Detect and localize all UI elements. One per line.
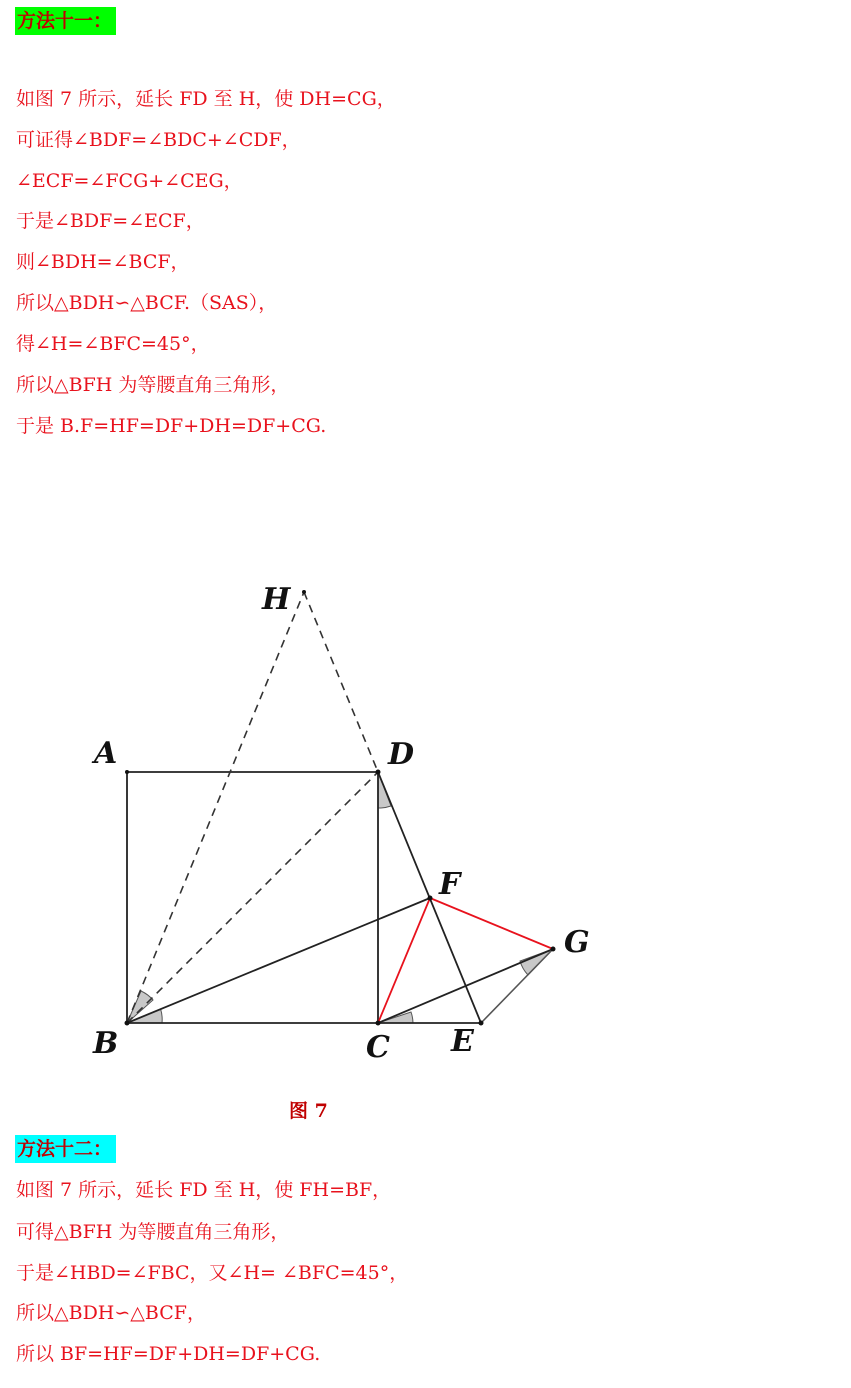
point-e [479,1021,484,1026]
method-11-line-7: 得∠H=∠BFC=45°， [16,333,210,355]
point-b [125,1021,130,1026]
segment-eg [481,949,553,1023]
method-12-line-3: 于是∠HBD=∠FBC，又∠H= ∠BFC=45°， [16,1262,409,1284]
segment-hd-dashed [304,592,378,772]
label-h: H [262,582,291,617]
method-12-line-4: 所以△BDH∽△BCF， [16,1302,206,1324]
method-11-line-6: 所以△BDH∽△BCF.（SAS）， [16,292,278,314]
method-11-line-3: ∠ECF=∠FCG+∠CEG， [16,170,243,192]
method-11-title: 方法十一： [15,7,116,35]
point-d [376,770,381,775]
label-b: B [93,1026,119,1061]
method-12-title: 方法十二： [15,1135,116,1163]
label-a: A [94,736,118,771]
method-11-line-2: 可证得∠BDF=∠BDC+∠CDF， [16,129,301,151]
method-11-line-8: 所以△BFH 为等腰直角三角形， [16,374,290,396]
segment-bh-dashed [127,592,304,1023]
point-f [428,896,433,901]
angle-mark-g [520,949,553,975]
method-11-line-5: 则∠BDH=∠BCF， [16,251,190,273]
segment-bf [127,898,430,1023]
figure-caption: 图 7 [289,1100,328,1122]
method-11-line-1: 如图 7 所示，延长 FD 至 H，使 DH=CG， [16,88,396,110]
label-e: E [451,1024,474,1059]
method-11-line-9: 于是 B.F=HF=DF+DH=DF+CG. [16,415,327,437]
segment-bd-dashed [127,772,378,1023]
method-12-line-1: 如图 7 所示，延长 FD 至 H，使 FH=BF， [16,1179,392,1201]
label-g: G [564,925,590,960]
method-12-line-2: 可得△BFH 为等腰直角三角形， [16,1221,290,1243]
label-d: D [388,737,415,772]
point-h [302,590,306,594]
method-11-line-4: 于是∠BDF=∠ECF， [16,210,205,232]
point-c [376,1021,381,1026]
method-12-line-5: 所以 BF=HF=DF+DH=DF+CG. [16,1343,321,1365]
label-f: F [439,867,461,902]
point-a [125,770,129,774]
label-c: C [366,1030,390,1065]
point-g [551,947,556,952]
